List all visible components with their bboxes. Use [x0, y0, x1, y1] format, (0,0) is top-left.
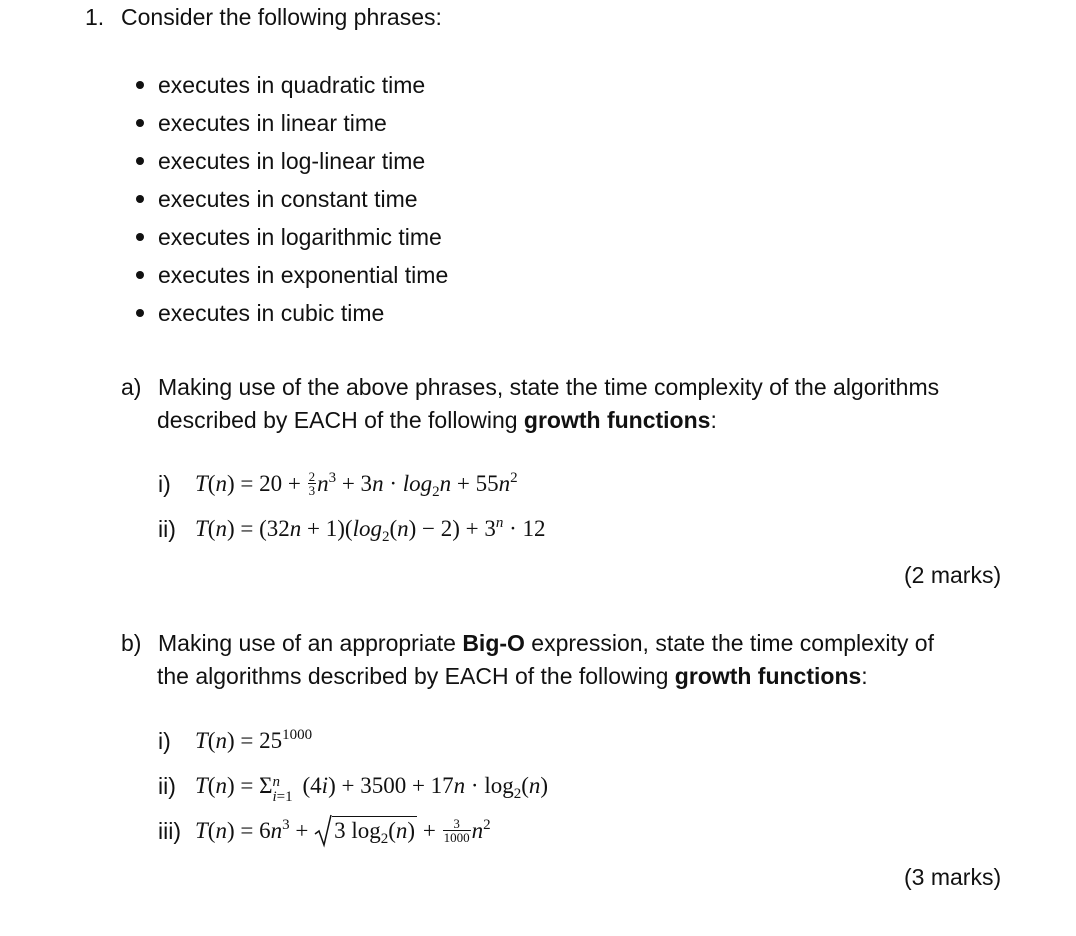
- part-b-item-i-label: i): [158, 728, 171, 754]
- list-item: executes in log-linear time: [158, 148, 426, 174]
- part-a-item-ii-label: ii): [158, 516, 176, 542]
- part-b-line2-text: the algorithms described by EACH of the following: [157, 663, 675, 689]
- list-item: executes in exponential time: [158, 262, 449, 288]
- square-root: 3 $\log_2(n)$: [314, 816, 417, 846]
- part-b-item-ii-formula: T(n) = Σ n i=1 $(4i) + 3500 + 17n \cdot \log_2(n)$: [195, 773, 549, 805]
- question-intro: Consider the following phrases:: [121, 4, 442, 30]
- growth-functions-bold: growth functions: [523, 407, 711, 433]
- part-b-item-iii-label: iii): [158, 818, 181, 844]
- list-item: executes in logarithmic time: [158, 224, 442, 250]
- part-a-line1: Making use of the above phrases, state the time complexity of the algorithms: [158, 374, 940, 400]
- part-b-line1-text: Making use of an appropriate: [158, 630, 463, 656]
- part-a-item-ii-formula: $T(n) = (32n + 1)(\log_2(n) - 2) + 3^n \cdot 12$: [195, 515, 546, 545]
- list-item: executes in quadratic time: [158, 72, 426, 98]
- part-a-line2-text: described by EACH of the following: [157, 407, 524, 433]
- part-a-item-i-label: i): [158, 471, 171, 497]
- bullet-icon: [136, 309, 144, 317]
- part-a-label: a): [121, 374, 142, 400]
- part-b-label: b): [121, 630, 142, 656]
- part-a-line2-colon: :: [710, 407, 717, 433]
- list-item: executes in constant time: [158, 186, 418, 212]
- bullet-icon: [136, 81, 144, 89]
- bullet-icon: [136, 233, 144, 241]
- part-b-item-i-formula: $T(n) = 25^{1000}$: [195, 727, 313, 753]
- list-item: executes in cubic time: [158, 300, 385, 326]
- part-b-line2-colon: :: [861, 663, 868, 689]
- part-b-line1: [158, 628, 934, 658]
- growth-functions-bold: growth functions: [674, 663, 862, 689]
- fraction: $\frac{3}{1000}$: [443, 816, 470, 846]
- part-b-line2: [157, 661, 868, 691]
- bullet-icon: [136, 157, 144, 165]
- big-o-bold: Big-O: [462, 630, 525, 656]
- list-item: executes in linear time: [158, 110, 387, 136]
- fraction: $\frac{2}{3}$: [308, 469, 316, 499]
- part-b-line1-rest: expression, state the time complexity of: [524, 630, 934, 656]
- bullet-icon: [136, 271, 144, 279]
- part-a-item-i-formula: T(n) = 20 + $\frac{2}{3}$ $n^3 + 3n \cdot \log_2n + 55n^2$: [195, 469, 518, 500]
- part-b-item-iii-formula: $T(n) = 6n^3$ + 3 $\log_2(n)$ + $\frac{3}{1000}$ $n^2$: [195, 816, 491, 847]
- question-number: 1.: [85, 4, 105, 30]
- part-b-item-ii-label: ii): [158, 773, 176, 799]
- bullet-icon: [136, 195, 144, 203]
- part-a-line2: [157, 405, 717, 435]
- bullet-icon: [136, 119, 144, 127]
- part-b-marks: (3 marks): [904, 864, 1002, 890]
- part-a-marks: (2 marks): [904, 562, 1002, 588]
